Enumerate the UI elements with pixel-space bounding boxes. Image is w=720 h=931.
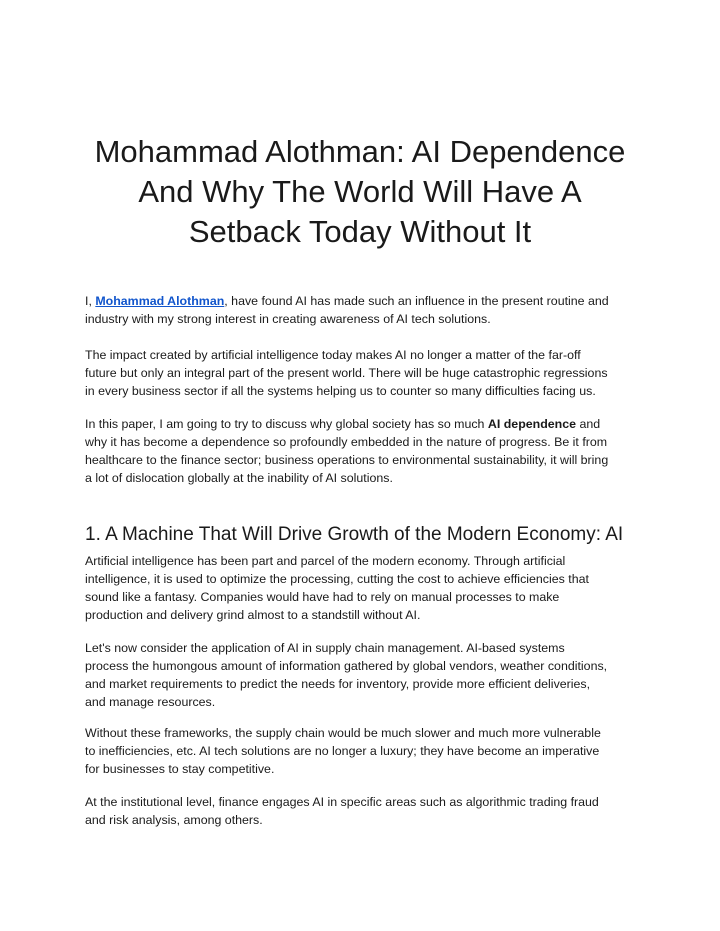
paragraph-line: process the humongous amount of information gathered by global vendors, weather conditions, (85, 659, 608, 673)
paragraph-line: Let's now consider the application of AI in supply chain management. AI-based systems (85, 641, 565, 655)
paragraph-line: The impact created by artificial intelligence today makes AI no longer a matter of the far-off (85, 348, 581, 362)
paragraph-line: industry with my strong interest in creating awareness of AI tech solutions. (85, 312, 491, 326)
ai-dependence-keyword: AI dependence (487, 417, 577, 431)
paragraph-line: in every business sector if all the systems helping us to counter so many difficulties facing us. (85, 384, 596, 398)
intro-paragraph (85, 292, 645, 328)
paragraph-line: intelligence, it is used to optimize the processing, cutting the cost to achieve efficiencies that (85, 572, 589, 586)
author-link[interactable]: Mohammad Alothman (95, 294, 225, 308)
paragraph-line: and risk analysis, among others. (85, 813, 263, 827)
paragraph-line (85, 292, 645, 310)
finance-paragraph (85, 793, 645, 829)
paragraph-line: a lot of dislocation globally at the inability of AI solutions. (85, 471, 393, 485)
paper-paragraph (85, 415, 645, 487)
title-line: And Why The World Will Have A (138, 174, 582, 209)
impact-paragraph (85, 346, 645, 400)
paragraph-line: to inefficiencies, etc. AI tech solutions are no longer a luxury; they have become an imperative (85, 744, 600, 758)
page-title (60, 132, 660, 252)
paragraph-line: Without these frameworks, the supply chain would be much slower and much more vulnerable (85, 726, 601, 740)
paragraph-line (85, 415, 645, 433)
paragraph-line: Artificial intelligence has been part and parcel of the modern economy. Through artificial (85, 554, 566, 568)
paragraph-line: production and delivery grind almost to a standstill without AI. (85, 608, 421, 622)
section-heading: 1. A Machine That Will Drive Growth of the Modern Economy: AI (85, 524, 624, 545)
paragraph-line: and manage resources. (85, 695, 216, 709)
paragraph-line: why it has become a dependence so profoundly embedded in the nature of progress. Be it from (85, 435, 608, 449)
paragraph-line: At the institutional level, finance engages AI in specific areas such as algorithmic trading fraud (85, 795, 599, 809)
paper-line1-suffix: and (576, 417, 601, 431)
paper-line1-prefix: In this paper, I am going to try to discuss why global society has so much (85, 417, 488, 431)
supply-chain-paragraph (85, 639, 645, 711)
paragraph-line: and market requirements to predict the needs for inventory, provide more efficient deliveries, (85, 677, 591, 691)
paragraph-line: future but only an integral part of the present world. There will be huge catastrophic regressions (85, 366, 608, 380)
paragraph-line: sound like a fantasy. Companies would have had to rely on manual processes to make (85, 590, 560, 604)
title-line: Setback Today Without It (188, 214, 532, 249)
paragraph-line: healthcare to the finance sector; business operations to environmental sustainability, it will bring (85, 453, 609, 467)
title-line: Mohammad Alothman: AI Dependence (94, 134, 626, 169)
economy-paragraph (85, 552, 645, 624)
intro-line1-text: , have found AI has made such an influence in the present routine and (224, 294, 609, 308)
paragraph-line: for businesses to stay competitive. (85, 762, 275, 776)
frameworks-paragraph (85, 724, 645, 778)
intro-prefix: I, (85, 294, 96, 308)
